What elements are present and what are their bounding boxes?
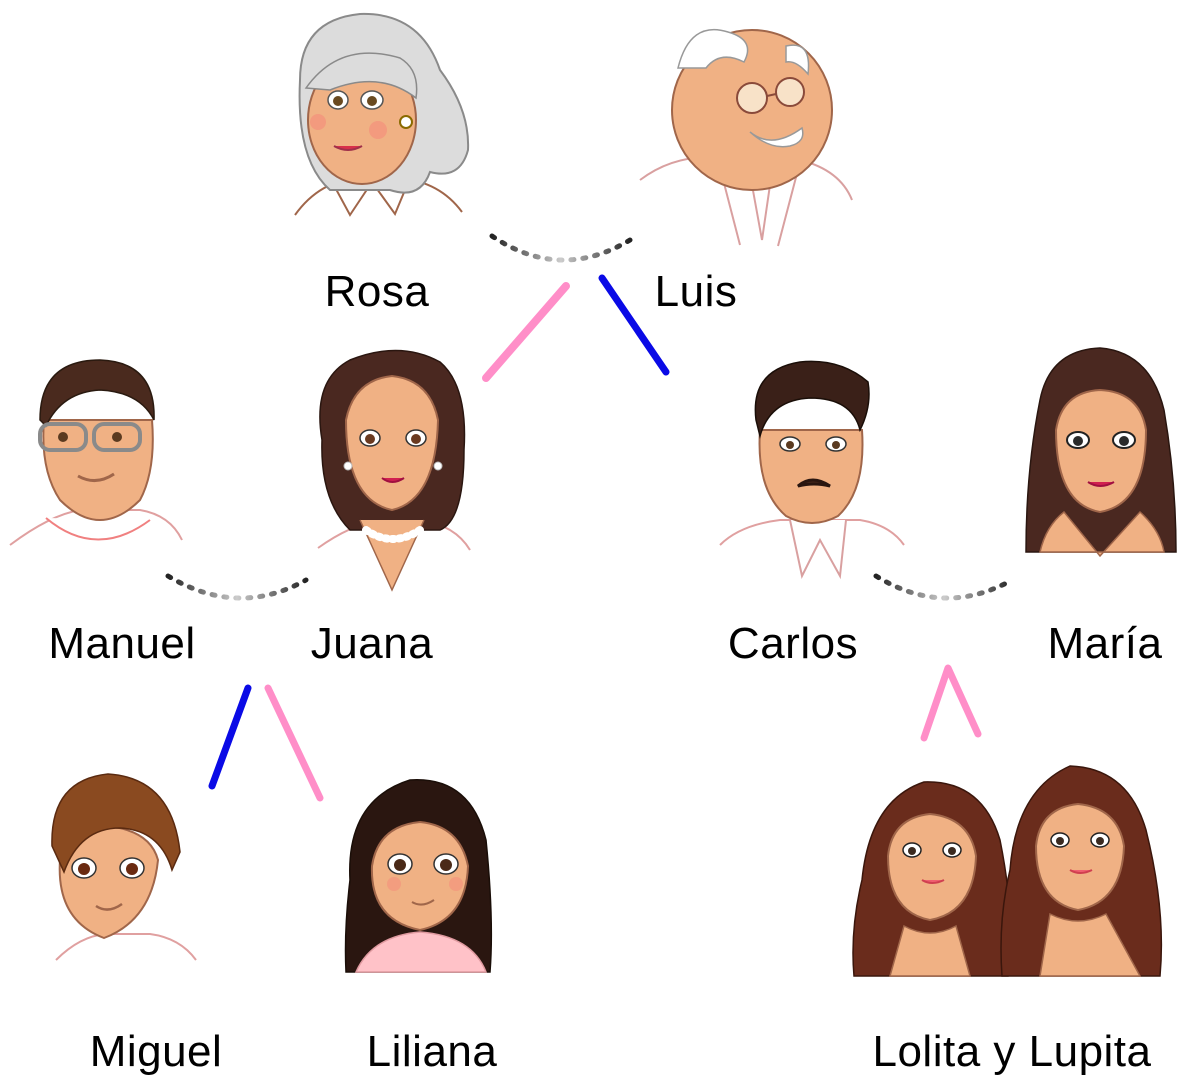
name-juana: Juana	[310, 619, 434, 668]
marriage-link-rosa-luis	[492, 236, 630, 260]
child-link-liliana	[268, 688, 320, 798]
child-link-miguel	[212, 688, 248, 786]
name-liliana: Liliana	[366, 1027, 498, 1076]
name-twins: Lolita y Lupita	[872, 1027, 1152, 1076]
name-miguel: Miguel	[89, 1027, 223, 1076]
marriage-link-carlos-maria	[876, 576, 1012, 598]
juana-portrait	[318, 350, 470, 590]
marriage-link-manuel-juana	[168, 576, 306, 598]
manuel-portrait	[10, 360, 182, 545]
liliana-portrait	[346, 780, 492, 972]
rosa-portrait	[295, 14, 468, 215]
name-rosa: Rosa	[324, 267, 430, 316]
name-luis: Luis	[654, 267, 738, 316]
twins-portrait	[853, 766, 1161, 976]
luis-portrait	[640, 30, 852, 246]
child-link-juana	[486, 286, 566, 378]
name-manuel: Manuel	[48, 619, 196, 668]
carlos-portrait	[720, 361, 904, 576]
maria-portrait	[1026, 348, 1176, 556]
name-maria: María	[1047, 619, 1163, 668]
miguel-portrait	[52, 774, 196, 960]
name-carlos: Carlos	[727, 619, 859, 668]
child-link-twins	[924, 668, 978, 738]
